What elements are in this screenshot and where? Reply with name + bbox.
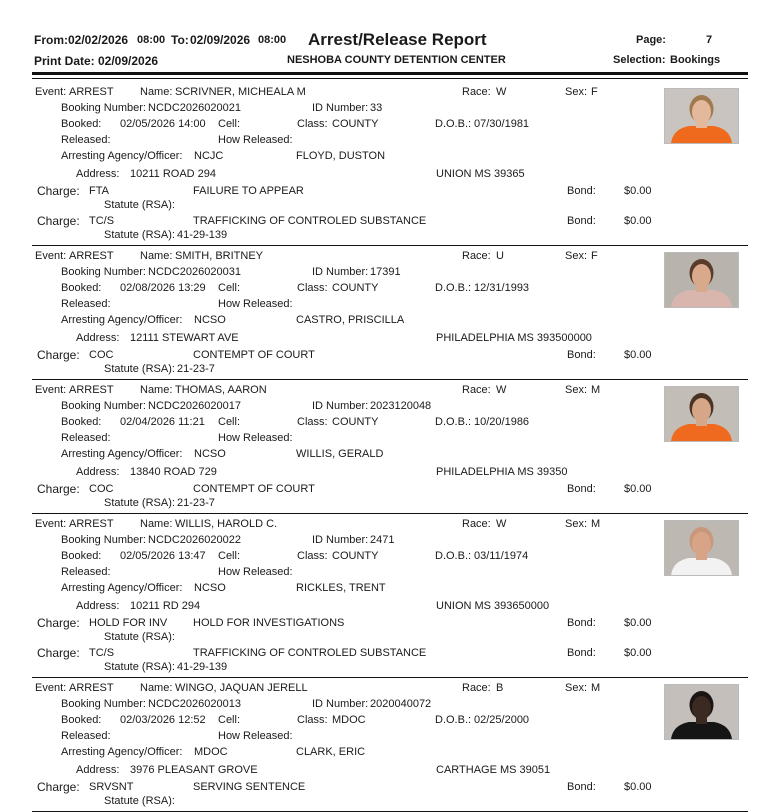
dob-value: 03/11/1974 [474, 550, 529, 562]
event-value: ARREST [69, 250, 114, 262]
mugshot-photo [664, 252, 739, 308]
cell-label: Cell: [218, 118, 241, 130]
bond-amount: $0.00 [624, 483, 652, 495]
inmate-name: SMITH, BRITNEY [175, 250, 264, 262]
class-value: COUNTY [332, 282, 379, 294]
charge-label: Charge: [37, 646, 80, 660]
booked-label: Booked: [61, 550, 102, 562]
class-label: Class: [297, 550, 328, 562]
arresting-officer: CLARK, ERIC [296, 746, 366, 758]
cell-label: Cell: [218, 282, 241, 294]
statute-label: Statute (RSA): [104, 229, 175, 241]
booking-number: NCDC2026020021 [148, 102, 241, 114]
booking-number: NCDC2026020031 [148, 266, 241, 278]
street-address: 10211 ROAD 294 [130, 168, 217, 180]
race-label: Race: [462, 250, 491, 262]
bond-label: Bond: [567, 349, 596, 361]
charge-code: SRVSNT [89, 781, 134, 793]
booked-label: Booked: [61, 118, 102, 130]
arresting-officer: CASTRO, PRISCILLA [296, 314, 405, 326]
id-number-label: ID Number: [312, 102, 369, 114]
selection-label: Selection: [613, 54, 666, 66]
to-time: 08:00 [258, 34, 287, 46]
street-address: 10211 RD 294 [130, 600, 201, 612]
event-value: ARREST [69, 682, 114, 694]
how-released-label: How Released: [218, 432, 293, 444]
arresting-officer: WILLIS, GERALD [296, 448, 384, 460]
booking-record [32, 82, 748, 246]
address-label: Address: [76, 764, 120, 776]
statute-label: Statute (RSA): [104, 661, 175, 673]
race-value: B [496, 682, 504, 694]
city-state-zip: UNION MS 39365 [436, 168, 525, 180]
agency-officer-label: Arresting Agency/Officer: [61, 314, 183, 326]
name-label: Name: [140, 250, 173, 262]
booking-number-label: Booking Number: [61, 698, 146, 710]
event-value: ARREST [69, 384, 114, 396]
class-value: COUNTY [332, 118, 379, 130]
mugshot-photo [664, 684, 739, 740]
bond-label: Bond: [567, 617, 596, 629]
event-label: Event: [35, 518, 67, 530]
bond-amount: $0.00 [624, 781, 652, 793]
arresting-agency: NCSO [194, 448, 226, 460]
bond-label: Bond: [567, 483, 596, 495]
from-label: From: [34, 33, 68, 47]
booked-label: Booked: [61, 282, 102, 294]
address-label: Address: [76, 466, 120, 478]
dob-label: D.O.B.: [435, 714, 472, 726]
charge-description: FAILURE TO APPEAR [193, 185, 304, 197]
race-label: Race: [462, 86, 491, 98]
race-value: W [496, 384, 507, 396]
name-label: Name: [140, 518, 173, 530]
name-label: Name: [140, 384, 173, 396]
charge-code: TC/S [89, 647, 115, 659]
charge-code: COC [89, 349, 114, 361]
class-label: Class: [297, 282, 328, 294]
charge-description: SERVING SENTENCE [193, 781, 306, 793]
mugshot-photo [664, 88, 739, 144]
bond-amount: $0.00 [624, 215, 652, 227]
booking-record [32, 380, 748, 514]
booking-number-label: Booking Number: [61, 266, 146, 278]
charge-code: HOLD FOR INV [89, 617, 168, 629]
booked-datetime: 02/05/2026 13:47 [120, 550, 206, 562]
city-state-zip: PHILADELPHIA MS 393500000 [436, 332, 592, 344]
street-address: 3976 PLEASANT GROVE [130, 764, 258, 776]
to-label: To: [171, 33, 189, 47]
class-value: COUNTY [332, 416, 379, 428]
id-number: 2471 [370, 534, 395, 546]
id-number-label: ID Number: [312, 400, 369, 412]
id-number-label: ID Number: [312, 698, 369, 710]
released-label: Released: [61, 730, 111, 742]
race-label: Race: [462, 518, 491, 530]
inmate-name: WINGO, JAQUAN JERELL [175, 682, 308, 694]
statute-value: 21-23-7 [177, 363, 215, 375]
agency-officer-label: Arresting Agency/Officer: [61, 150, 183, 162]
from-time: 08:00 [137, 34, 166, 46]
booking-number-label: Booking Number: [61, 534, 146, 546]
street-address: 12111 STEWART AVE [130, 332, 239, 344]
id-number: 17391 [370, 266, 401, 278]
statute-label: Statute (RSA): [104, 497, 175, 509]
statute-label: Statute (RSA): [104, 795, 175, 807]
agency-officer-label: Arresting Agency/Officer: [61, 448, 183, 460]
from-date: 02/02/2026 [68, 33, 129, 47]
booked-label: Booked: [61, 714, 102, 726]
to-date: 02/09/2026 [190, 33, 251, 47]
charge-label: Charge: [37, 482, 80, 496]
dob-label: D.O.B.: [435, 416, 472, 428]
bond-label: Bond: [567, 185, 596, 197]
sex-value: M [591, 518, 601, 530]
sex-value: F [591, 250, 598, 262]
booked-datetime: 02/08/2026 13:29 [120, 282, 206, 294]
id-number-label: ID Number: [312, 534, 369, 546]
booking-number: NCDC2026020022 [148, 534, 241, 546]
bond-amount: $0.00 [624, 185, 652, 197]
cell-label: Cell: [218, 714, 241, 726]
booked-datetime: 02/04/2026 11:21 [120, 416, 205, 428]
bond-label: Bond: [567, 781, 596, 793]
bond-label: Bond: [567, 647, 596, 659]
how-released-label: How Released: [218, 730, 293, 742]
statute-value: 41-29-139 [177, 229, 228, 241]
charge-code: FTA [89, 185, 109, 197]
released-label: Released: [61, 432, 111, 444]
header-rule-thick [32, 72, 748, 75]
page-label: Page: [636, 34, 666, 46]
bond-amount: $0.00 [624, 617, 652, 629]
mugshot-photo [664, 520, 739, 576]
charge-description: TRAFFICKING OF CONTROLED SUBSTANCE [193, 647, 427, 659]
street-address: 13840 ROAD 729 [130, 466, 217, 478]
city-state-zip: CARTHAGE MS 39051 [436, 764, 551, 776]
mugshot-photo [664, 386, 739, 442]
race-value: W [496, 86, 507, 98]
agency-officer-label: Arresting Agency/Officer: [61, 582, 183, 594]
address-label: Address: [76, 332, 120, 344]
dob-label: D.O.B.: [435, 282, 472, 294]
cell-label: Cell: [218, 550, 241, 562]
id-number-label: ID Number: [312, 266, 369, 278]
bond-amount: $0.00 [624, 349, 652, 361]
booking-number: NCDC2026020013 [148, 698, 241, 710]
class-label: Class: [297, 714, 328, 726]
event-label: Event: [35, 86, 67, 98]
dob-label: D.O.B.: [435, 118, 472, 130]
print-date-label: Print Date: [34, 54, 95, 68]
booked-label: Booked: [61, 416, 102, 428]
statute-value: 41-29-139 [177, 661, 228, 673]
dob-value: 07/30/1981 [474, 118, 530, 130]
event-label: Event: [35, 682, 67, 694]
report-title: Arrest/Release Report [308, 30, 487, 49]
how-released-label: How Released: [218, 566, 293, 578]
booking-number-label: Booking Number: [61, 400, 146, 412]
race-value: W [496, 518, 507, 530]
id-number: 2023120048 [370, 400, 432, 412]
charge-description: HOLD FOR INVESTIGATIONS [193, 617, 345, 629]
charge-label: Charge: [37, 214, 80, 228]
inmate-name: WILLIS, HAROLD C. [175, 518, 278, 530]
arresting-agency: NCJC [194, 150, 224, 162]
class-value: COUNTY [332, 550, 379, 562]
booking-record [32, 246, 748, 380]
booked-datetime: 02/03/2026 12:52 [120, 714, 206, 726]
bond-label: Bond: [567, 215, 596, 227]
how-released-label: How Released: [218, 298, 293, 310]
released-label: Released: [61, 566, 111, 578]
booking-record [32, 678, 748, 812]
charge-label: Charge: [37, 184, 80, 198]
inmate-name: SCRIVNER, MICHEALA M [175, 86, 306, 98]
address-label: Address: [76, 600, 120, 612]
sex-value: F [591, 86, 598, 98]
statute-label: Statute (RSA): [104, 199, 175, 211]
sex-label: Sex: [565, 86, 588, 98]
race-value: U [496, 250, 504, 262]
statute-label: Statute (RSA): [104, 363, 175, 375]
inmate-name: THOMAS, AARON [175, 384, 267, 396]
address-label: Address: [76, 168, 120, 180]
class-value: MDOC [332, 714, 366, 726]
name-label: Name: [140, 682, 173, 694]
charge-description: CONTEMPT OF COURT [193, 483, 315, 495]
class-label: Class: [297, 416, 328, 428]
arresting-officer: FLOYD, DUSTON [296, 150, 386, 162]
charge-label: Charge: [37, 616, 80, 630]
dob-label: D.O.B.: [435, 550, 472, 562]
cell-label: Cell: [218, 416, 241, 428]
race-label: Race: [462, 384, 491, 396]
facility-name: NESHOBA COUNTY DETENTION CENTER [287, 54, 506, 66]
bond-amount: $0.00 [624, 647, 652, 659]
charge-code: COC [89, 483, 114, 495]
charge-description: CONTEMPT OF COURT [193, 349, 315, 361]
header-rule-thin [32, 78, 748, 79]
charge-description: TRAFFICKING OF CONTROLED SUBSTANCE [193, 215, 427, 227]
charge-label: Charge: [37, 348, 80, 362]
page-number: 7 [706, 34, 713, 46]
sex-label: Sex: [565, 682, 588, 694]
race-label: Race: [462, 682, 491, 694]
dob-value: 02/25/2000 [474, 714, 530, 726]
dob-value: 12/31/1993 [474, 282, 530, 294]
arresting-agency: NCSO [194, 314, 226, 326]
sex-value: M [591, 384, 601, 396]
released-label: Released: [61, 134, 111, 146]
city-state-zip: UNION MS 393650000 [436, 600, 550, 612]
booking-number-label: Booking Number: [61, 102, 146, 114]
sex-label: Sex: [565, 250, 588, 262]
name-label: Name: [140, 86, 173, 98]
event-value: ARREST [69, 518, 114, 530]
dob-value: 10/20/1986 [474, 416, 530, 428]
agency-officer-label: Arresting Agency/Officer: [61, 746, 183, 758]
how-released-label: How Released: [218, 134, 293, 146]
arresting-agency: MDOC [194, 746, 228, 758]
charge-code: TC/S [89, 215, 115, 227]
charge-label: Charge: [37, 780, 80, 794]
booking-number: NCDC2026020017 [148, 400, 241, 412]
sex-value: M [591, 682, 601, 694]
class-label: Class: [297, 118, 328, 130]
selection-value: Bookings [670, 54, 721, 66]
print-date: 02/09/2026 [98, 54, 159, 68]
booked-datetime: 02/05/2026 14:00 [120, 118, 206, 130]
event-label: Event: [35, 250, 67, 262]
booking-record [32, 514, 748, 678]
arresting-agency: NCSO [194, 582, 226, 594]
id-number: 2020040072 [370, 698, 432, 710]
statute-label: Statute (RSA): [104, 631, 175, 643]
arresting-officer: RICKLES, TRENT [296, 582, 386, 594]
city-state-zip: PHILADELPHIA MS 39350 [436, 466, 568, 478]
sex-label: Sex: [565, 518, 588, 530]
statute-value: 21-23-7 [177, 497, 215, 509]
id-number: 33 [370, 102, 383, 114]
sex-label: Sex: [565, 384, 588, 396]
released-label: Released: [61, 298, 111, 310]
event-value: ARREST [69, 86, 114, 98]
event-label: Event: [35, 384, 67, 396]
